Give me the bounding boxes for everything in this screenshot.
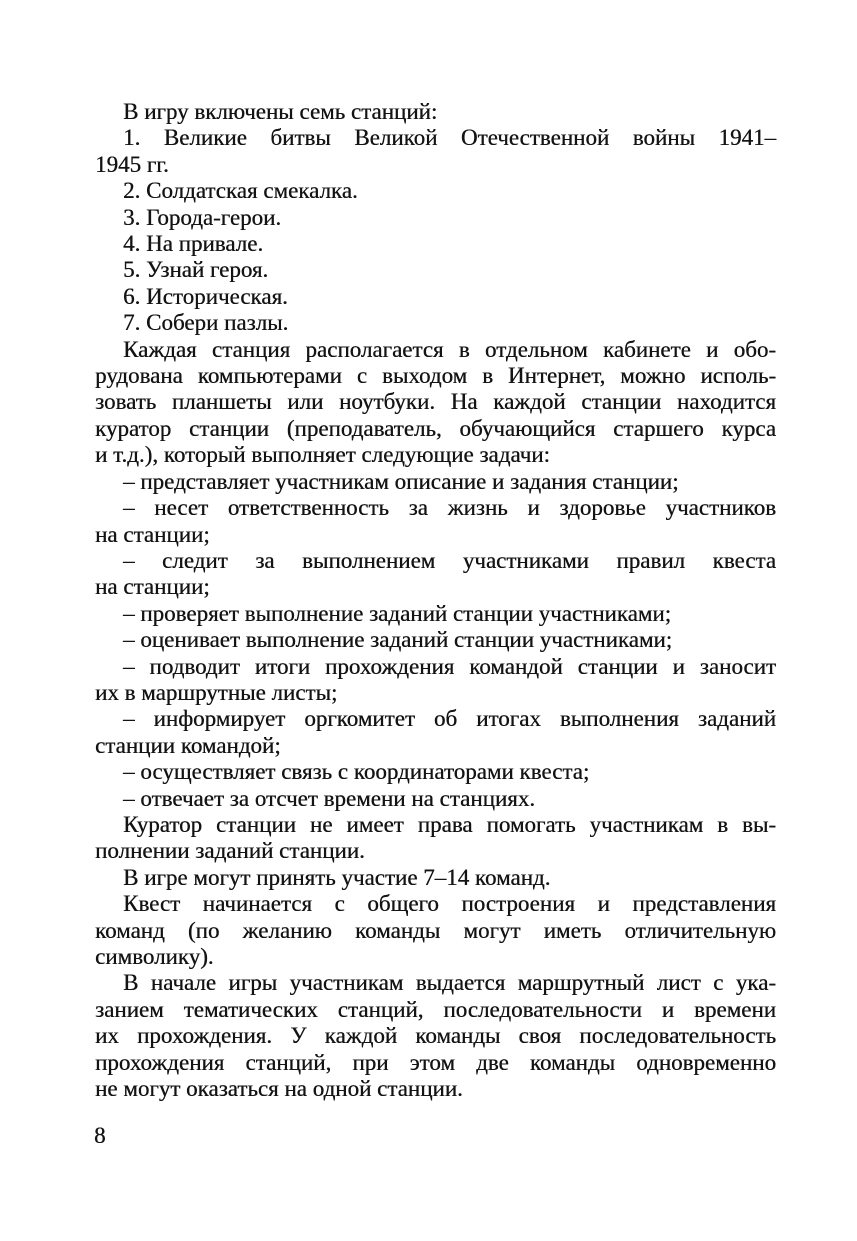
text-line: – осуществляет связь с координаторами квеста; xyxy=(123,759,590,785)
text-line: – информирует оргкомитет об итогах выполнения заданий xyxy=(123,706,776,732)
text-line: В игру включены семь станций: xyxy=(123,99,438,124)
text-line: – следит за выполнением участниками правил квеста xyxy=(123,547,776,573)
text-line: 1. Великие битвы Великой Отечественной войны 1941– xyxy=(123,125,776,151)
text-line: В начале игры участникам выдается маршрутный лист с ука- xyxy=(123,970,776,996)
text-line: Каждая станция располагается в отдельном кабинете и обо- xyxy=(123,336,776,362)
text-line: команд (по желанию команды могут иметь отличительную xyxy=(95,917,776,943)
text-line: 6. Историческая. xyxy=(123,283,288,309)
page-number: 8 xyxy=(94,1123,106,1148)
text-line: станции командой; xyxy=(95,732,281,758)
text-line: на станции; xyxy=(95,521,210,547)
text-line: 3. Города-герои. xyxy=(123,204,282,230)
text-line: – несет ответственность за жизнь и здоровье участников xyxy=(123,495,776,521)
text-line: символику). xyxy=(95,944,214,969)
text-line: 2. Солдатская смекалка. xyxy=(123,178,358,204)
text-line: не могут оказаться на одной станции. xyxy=(95,1076,463,1102)
text-line: зовать планшеты или ноутбуки. На каждой станции находится xyxy=(95,389,776,415)
text-line: полнении заданий станции. xyxy=(95,838,365,864)
text-line: куратор станции (преподаватель, обучающийся старшего курса xyxy=(95,415,776,441)
text-line: и т.д.), который выполняет следующие задачи: xyxy=(95,442,550,468)
text-line: – оценивает выполнение заданий станции участниками; xyxy=(123,627,673,653)
text-line: 1945 гг. xyxy=(95,151,169,177)
text-line: прохождения станций, при этом две команды одновременно xyxy=(95,1049,776,1075)
text-line: Куратор станции не имеет права помогать участникам в вы- xyxy=(123,811,776,837)
text-line: – подводит итоги прохождения командой станции и заносит xyxy=(123,653,776,679)
text-line: – проверяет выполнение заданий станции участниками; xyxy=(123,600,672,626)
text-line: занием тематических станций, последовательности и времени xyxy=(95,996,776,1022)
text-line: 4. На привале. xyxy=(123,231,264,257)
text-line: рудована компьютерами с выходом в Интернет, можно исполь- xyxy=(95,363,776,389)
text-block xyxy=(95,99,776,1102)
text-line: 5. Узнай героя. xyxy=(123,257,269,283)
text-line: их в маршрутные листы; xyxy=(95,679,338,705)
text-line: на станции; xyxy=(95,574,210,600)
text-line: 7. Собери пазлы. xyxy=(123,310,289,336)
text-line: их прохождения. У каждой команды своя последовательность xyxy=(95,1023,776,1049)
text-line: – представляет участникам описание и задания станции; xyxy=(123,468,679,494)
text-line: В игре могут принять участие 7–14 команд. xyxy=(123,864,551,890)
text-line: – отвечает за отсчет времени на станциях. xyxy=(123,785,536,811)
text-line: Квест начинается с общего построения и представления xyxy=(123,891,776,917)
